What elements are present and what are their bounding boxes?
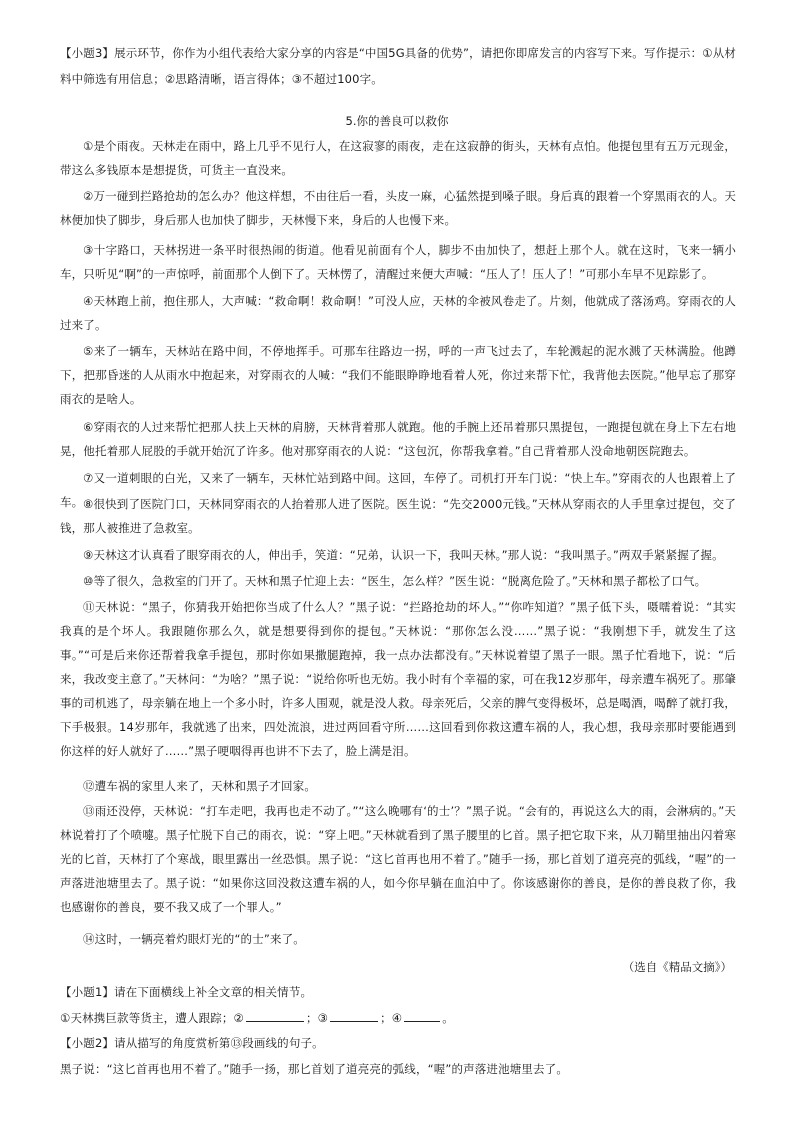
paragraph-9: ⑨天林这才认真看了眼穿雨衣的人，伸出手，笑道：“兄弟，认识一下，我叫天林。”那人说：“我叫黑子。”两双手紧紧握了握。 <box>83 548 724 562</box>
question-2-prompt: 【小题2】请从描写的角度赏析第⑬段画线的句子。 <box>60 1036 324 1050</box>
paragraph-8: ⑧很快到了医院门口，天林同穿雨衣的人抬着那人进了医院。医生说：“先交2000元钱。”天林从穿雨衣的人手里拿过提包，交了钱，那人被推进了急救室。 <box>60 497 736 535</box>
paragraph-3: ③十字路口，天林拐进一条平时很热闹的街道。他看见前面有个人，脚步不由加快了，想赶上那个人。就在这时，飞来一辆小车，只听见“啊”的一声惊呼，前面那个人倒下了。天林愣了，清醒过来便大声喊：“压人了！压人了！”可那小车早不见踪影了。 <box>60 243 736 281</box>
paragraph-6: ⑥穿雨衣的人过来帮忙把那人扶上天林的肩膀，天林背着那人就跑。他的手腕上还吊着那只黑提包，一跑提包就在身上下左右地晃，他托着那人屁股的手就开始沉了许多。他对那穿雨衣的人说：“这包沉，你帮我拿着。”自己背着那人没命地朝医院跑去。 <box>60 420 736 458</box>
question-1-blanks <box>60 1006 736 1030</box>
question-2-sentence: 黑子说：“这匕首再也用不着了。”随手一扬，那匕首划了道亮亮的弧线，“喔”的声落进池塘里去了。 <box>60 1062 568 1076</box>
paragraph-7: ⑦又一道刺眼的白光，又来了一辆车，天林忙站到路中间。这回，车停了。司机打开车门说：“快上车。”穿雨衣的人也跟着上了车。 <box>60 471 736 509</box>
paragraph-12: ⑫遭车祸的家里人来了，天林和黑子才回家。 <box>83 779 316 793</box>
paragraph-14: ⑭这时，一辆亮着灼眼灯光的“的士”来了。 <box>83 932 305 946</box>
question-1-prompt: 【小题1】请在下面横线上补全文章的相关情节。 <box>60 985 313 999</box>
paragraph-2: ②万一碰到拦路抢劫的怎么办？他这样想，不由往后一看，头皮一麻，心猛然提到嗓子眼。身后真的跟着一个穿黑雨衣的人。天林便加快了脚步，身后那人也加快了脚步，天林慢下来，身后的人也慢下来。 <box>60 189 736 227</box>
article-title: 5.你的善良可以救你 <box>345 114 449 128</box>
paragraph-5: ⑤来了一辆车，天林站在路中间，不停地挥手。可那车往路边一拐，呼的一声飞过去了，车轮溅起的泥水溅了天林满脸。他蹲下，把那昏迷的人从雨水中抱起来，对穿雨衣的人喊：“我们不能眼睁睁地看着人死，你过来帮下忙，我背他去医院。”他早忘了那穿雨衣的是啥人。 <box>60 344 736 406</box>
paragraph-1: ①是个雨夜。天林走在雨中，路上几乎不见行人，在这寂寥的雨夜，走在这寂静的街头，天林有点怕。他提包里有五万元现金，带这么多钱原本是想提货，可货主一直没来。 <box>60 139 736 177</box>
blank-sep-3: ；③ <box>306 1011 329 1025</box>
paragraph-4: ④天林跑上前，抱住那人，大声喊：“救命啊！救命啊！”可没人应，天林的伞被风卷走了。片刻，他就成了落汤鸡。穿雨衣的人过来了。 <box>60 294 736 332</box>
answer-blank-2[interactable] <box>246 1009 304 1022</box>
blank-lead-text: ①天林携巨款等货主，遭人跟踪；② <box>60 1011 245 1025</box>
blank-sep-4: ；④ <box>380 1011 403 1025</box>
paragraph-10: ⑩等了很久，急救室的门开了。天林和黑子忙迎上去：“医生，怎么样？”医生说：“脱离危险了。”天林和黑子都松了口气。 <box>83 574 707 588</box>
paragraph-13: ⑬雨还没停，天林说：“打车走吧，我再也走不动了。”“这么晚哪有‘的士’？”黑子说。“会有的，再说这么大的雨，会淋病的。”天林说着打了个喷嚏。黑子忙脱下自己的雨衣，说：“穿上吧。”天林就看到了黑子腰里的匕首。黑子把它取下来，从刀鞘里抽出闪着寒光的匕首，天林打了个寒战，眼里露出一丝恐惧。黑子说：“这匕首再也用不着了。”随手一扬，那匕首划了道亮亮的弧线，“喔”的一声落进池塘里去了。黑子说：“如果你这回没救这遭车祸的人，如今你早躺在血泊中了。你该感谢你的善良，是你的善良救了你，我也感谢你的善良，要不我又成了一个罪人。” <box>60 804 736 914</box>
article-source: （选自《精品文摘》） <box>622 960 732 974</box>
answer-blank-3[interactable] <box>330 1009 378 1022</box>
answer-blank-4[interactable] <box>404 1009 440 1022</box>
blank-end: 。 <box>442 1011 454 1025</box>
paragraph-11: ⑪天林说：“黑子，你猜我开始把你当成了什么人？”黑子说：“拦路抢劫的坏人。”“你咋知道？”黑子低下头，嗫嚅着说：“其实我真的是个坏人。我跟随你那么久，就是想要得到你的提包。”天林说：“那你怎么没……”黑子说：“我刚想下手，就发生了这事。”“可是后来你还帮着我拿手提包，那时你如果撒腿跑掉，我一点办法都没有。”天林说着望了黑子一眼。黑子忙看地下，说：“后来，我改变主意了。”天林问：“为啥？”黑子说：“说给你听也无妨。我小时有个幸福的家，可在我12岁那年，母亲遭车祸死了。那肇事的司机逃了，母亲躺在地上一个多小时，许多人围观，就是没人救。母亲死后，父亲的脾气变得极坏，总是喝酒，喝醉了就打我，下手极狠。14岁那年，我就逃了出来，四处流浪，进过两回看守所……这回看到你救这遭车祸的人，我心想，我母亲那时要能遇到你这样的好人就好了……”黑子哽咽得再也讲不下去了，脸上满是泪。 <box>60 600 736 758</box>
question-3: 【小题3】展示环节，你作为小组代表给大家分享的内容是“中国5G具备的优势”，请把你即席发言的内容写下来。写作提示：①从材料中筛选有用信息；②思路清晰，语言得体；③不超过100字。 <box>60 46 736 86</box>
